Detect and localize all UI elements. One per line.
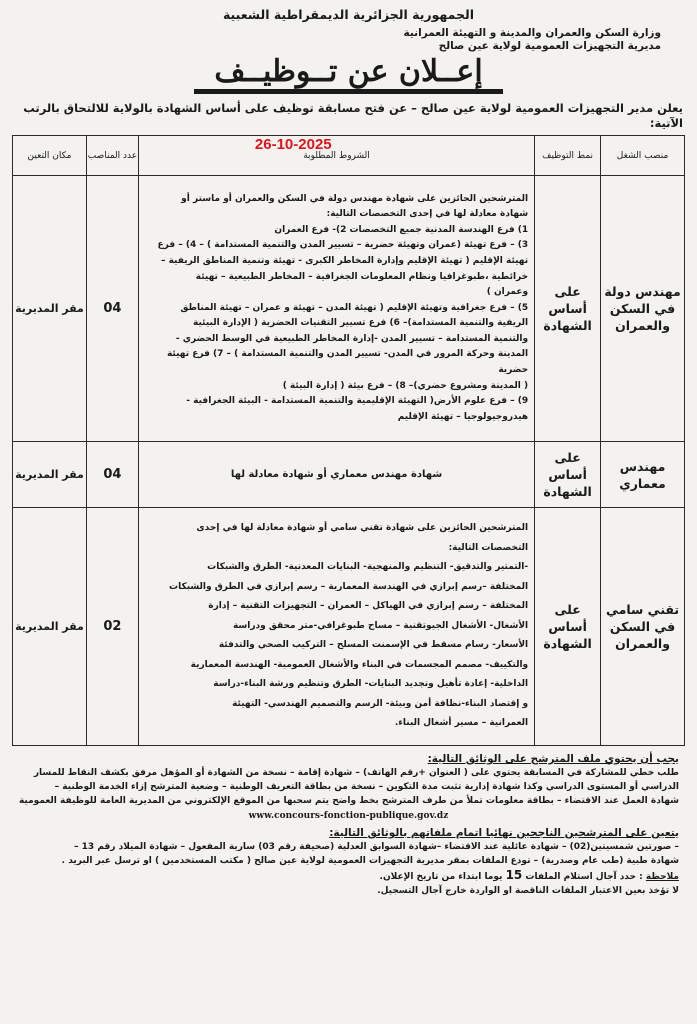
header-conditions xyxy=(138,136,534,176)
condition-line: التخصصات التالية: xyxy=(448,542,529,553)
table-header-row xyxy=(13,136,685,176)
condition-line: والتنمية المستدامة – تسيير المدن -إدارة المخاطر الطبيعية في الوسط الحضري - xyxy=(175,333,529,344)
condition-line: ( المدينة ومشروع حضري)– 8) – فرع بيئة ( إدارة البيئة ) xyxy=(282,380,529,391)
ministry-name: وزارة السكن والعمران والمدينة و التهيئة العمرانية xyxy=(403,27,661,39)
count-cell: 02 xyxy=(86,508,138,746)
documents-heading: يجب أن يحتوي ملف المترشح على الوثائق التالية: xyxy=(427,753,679,765)
condition-line: هيدروجيولوجيا – تهيئة الإقليم xyxy=(397,411,529,422)
post-cell: مهندس معماري xyxy=(601,442,685,508)
condition-line: شهادة معادلة لها في إحدى التخصصات التالية: xyxy=(326,209,529,220)
place-cell: مقر المديرية xyxy=(13,176,87,442)
condition-line: 5) – فرع جغرافية وتهيئة الإقليم ( تهيئة المدن – تهيئة و عمران – تهيئة المناطق xyxy=(180,302,529,313)
count-cell: 04 xyxy=(86,176,138,442)
header-conditions-label: الشروط المطلوبة xyxy=(303,150,370,161)
place-cell: مقر المديرية xyxy=(13,442,87,508)
header-place: مكان التعين xyxy=(13,136,87,176)
post-cell: تقني سامي في السكن والعمران xyxy=(601,508,685,746)
table-row xyxy=(13,508,685,746)
documents-line: شهادة العمل عند الاقتضاء – بطاقة معلومات تملأ من طرف المترشح بخط واضح يتم سحبها من الموقع الإلكتروني من المديرية العامة للوظيفة العمومية xyxy=(18,796,679,806)
table-row xyxy=(13,176,685,442)
ministry-block xyxy=(8,27,689,53)
final-documents-heading: يتعين على المترشحين الناجحين نهائيا اتمام ملفاتهم بالوثائق التالية: xyxy=(329,827,679,839)
positions-table xyxy=(12,135,685,746)
condition-line: الأشغال- الأشغال الجيوتقنية – مساح طبوغرافي-متر محقق ودراسة xyxy=(232,620,529,631)
final-note: لا تؤخذ بعين الاعتبار الملفات الناقصة او الواردة خارج آجال التسجيل. xyxy=(377,886,679,896)
directorate-name: مديرية التجهيزات العمومية لولاية عين صالح xyxy=(438,40,661,52)
note-before: : حدد آجال استلام الملفات xyxy=(525,872,643,882)
condition-line: الأسعار- رسام مسقط في الإسمنت المسلح – التركيب الصحي والتدفئة xyxy=(218,640,529,651)
condition-line: تهيئة الإقليم ( تهيئة الإقليم وإدارة المخاطر الكبرى - تهيئة وتنمية المناطق الريفية – xyxy=(160,255,529,266)
stamp-date: 26-10-2025 xyxy=(254,136,332,153)
condition-line: والتكييف- مصمم المجسمات في البناء والأشغال العمومية- الهندسة المعمارية xyxy=(190,659,529,670)
mode-cell: على أساس الشهادة xyxy=(535,176,601,442)
documents-line: طلب خطي للمشاركة في المسابقة يحتوي على ( العنوان +رقم الهاتف) – شهادة إقامة – نسخة من الشهادة أو المؤهل مرفق بكشف النقاط للمسار xyxy=(33,768,679,778)
intro-text: يعلن مدير التجهيزات العمومية لولاية عين صالح – عن فتح مسابقة توظيف على أساس الشهادة بالولاية للالتحاق بالرتب الآتية: xyxy=(23,101,683,130)
condition-line: العمرانية – مسير أشغال البناء. xyxy=(394,718,529,729)
header-count: عدد المناصب xyxy=(86,136,138,176)
condition-line: المترشحين الحائزين على شهادة تقني سامي أو شهادة معادلة لها في إحدى xyxy=(196,523,529,534)
condition-line: المترشحين الحائزين على شهادة مهندس دولة في السكن والعمران أو ماستر أو xyxy=(181,193,529,204)
condition-line: و إقتصاد البناء-نظافة أمن وبيئة- الرسم والتصميم الهندسي- التهيئة xyxy=(232,698,529,709)
condition-line: وعمران ) xyxy=(486,287,529,298)
title-wrap xyxy=(8,55,689,95)
conditions-cell xyxy=(138,442,534,508)
mode-cell: على أساس الشهادة xyxy=(535,508,601,746)
header-post: منصب الشغل xyxy=(601,136,685,176)
condition-line: الداخلية- إعادة تأهيل وتجديد البنايات- الطرق وتنظيم ورشة البناء-دراسة xyxy=(213,679,529,690)
republic-header: الجمهورية الجزائرية الديمقراطية الشعبية xyxy=(222,7,475,22)
conditions-cell xyxy=(138,176,534,442)
condition-line: 3) – فرع تهيئة (عمران وتهيئة حضرية – تسيير المدن والتنمية المستدامة ) – 4) – فرع xyxy=(157,240,529,251)
condition-line: المختلفة –رسم إبرازي في الهندسة المعمارية – رسم إبرازي في الطرق والشبكات xyxy=(169,581,529,592)
final-documents-line: – صورتين شمسيتين(02) – شهادة عائلية عند الاقتضاء –شهادة السوابق العدلية (صحيفة رقم 03) سارية المفعول – شهادة الميلاد رقم 13 – xyxy=(74,842,679,852)
condition-line: شهادة مهندس معماري أو شهادة معادلة لها xyxy=(230,468,443,480)
announcement-title: إعــلان عن تــوظيــف xyxy=(194,55,502,94)
note-label: ملاحظة xyxy=(645,872,679,882)
post-cell: مهندس دولة في السكن والعمران xyxy=(601,176,685,442)
note-line xyxy=(18,868,679,884)
count-cell: 04 xyxy=(86,442,138,508)
condition-line: 9) – فرع علوم الأرض( التهيئة الإقليمية والتنمية المستدامة - البيئة الجغرافية - xyxy=(186,396,529,407)
mode-cell: على أساس الشهادة xyxy=(535,442,601,508)
condition-line: الريفية والتنمية المستدامة)– 6) فرع تسيير التقنيات الحضرية ( الإدارة البيئية xyxy=(193,318,529,329)
condition-line: المختلفة – رسم إبرازي في الهياكل – العمران – التجهيزات التقنية – إدارة xyxy=(208,601,529,612)
header-mode: نمط التوظيف xyxy=(535,136,601,176)
note-days: 15 xyxy=(505,868,523,882)
condition-line: خرائطية ،طبوغرافيا ونظام المعلومات الجغرافية – المخاطر الطبيعية – تهيئة xyxy=(195,271,529,282)
documents-line: الدراسي أو المستوى الدراسي وكذا شهادة إدارية تثبت مدة التكوين – نسخة من بطاقة التعريف الوطنية – وضعية المترشح إزاء الخدمة الوطنية – xyxy=(54,782,679,792)
condition-line: 1) فرع الهندسة المدنية جميع التخصصات 2)- فرع العمران xyxy=(274,224,529,235)
condition-line: المدينة وحركة المرور في المدن- تسيير المدن والتنمية المستدامة ) – 7) فرع تهيئة حضرية xyxy=(166,349,529,376)
table-row xyxy=(13,442,685,508)
condition-line: -التمتير والتدقيق- التنظيم والمنهجية- البنايات المعدنية- الطرق والشبكات xyxy=(207,562,529,573)
portal-url: www.concours-fonction-publique.gov.dz xyxy=(248,811,449,821)
final-documents-line: شهادة طبية (طب عام وصدرية) – تودع الملفات بمقر مديرية التجهيزات العمومية لولاية عين صالح ( مكتب المستخدمين ) او ترسل عبر البريد . xyxy=(61,856,679,866)
documents-section xyxy=(8,752,689,898)
place-cell: مقر المديرية xyxy=(13,508,87,746)
note-after: يوما ابتداء من تاريخ الإعلان. xyxy=(379,872,503,882)
conditions-cell xyxy=(138,508,534,746)
